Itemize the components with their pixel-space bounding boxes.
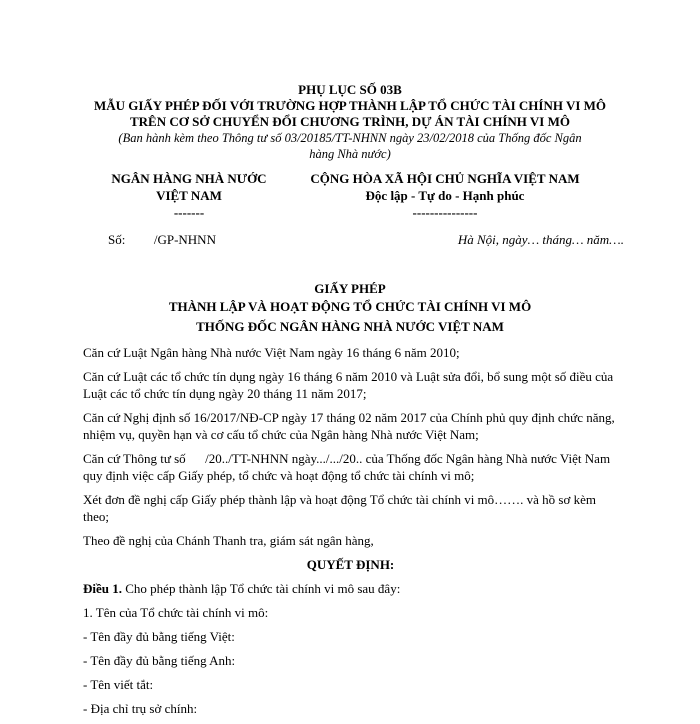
issuer-line1: NGÂN HÀNG NHÀ NƯỚC xyxy=(111,171,267,186)
document-number xyxy=(108,232,216,248)
decision-heading: QUYẾT ĐỊNH: xyxy=(306,557,395,572)
legal-basis-6: Theo đề nghị của Chánh Thanh tra, giám sát ngân hàng, xyxy=(83,533,374,548)
item-1a: - Tên đầy đủ bằng tiếng Việt: xyxy=(83,629,235,644)
article-1-text: Cho phép thành lập Tổ chức tài chính vi mô sau đây: xyxy=(122,581,401,596)
nation-line: CỘNG HÒA XÃ HỘI CHỦ NGHĨA VIỆT NAM xyxy=(310,171,580,186)
document-body xyxy=(83,344,618,724)
nation-block xyxy=(300,170,590,221)
authority-title: THỐNG ĐỐC NGÂN HÀNG NHÀ NƯỚC VIỆT NAM xyxy=(196,319,504,334)
legal-basis-5: Xét đơn đề nghị cấp Giấy phép thành lập và hoạt động Tổ chức tài chính vi mô……. và hồ sơ kèm theo; xyxy=(83,492,596,524)
appendix-heading xyxy=(0,82,700,162)
so-value: /GP-NHNN xyxy=(153,232,216,247)
document-subject: THÀNH LẬP VÀ HOẠT ĐỘNG TỔ CHỨC TÀI CHÍNH VI MÔ xyxy=(168,299,532,314)
legal-basis-4: Căn cứ Thông tư số /20../TT-NHNN ngày.../.../20.. của Thống đốc Ngân hàng Nhà nước Việt Nam quy định việc cấp Giấy phép, tổ chức và hoạt động tổ chức tài chính vi mô; xyxy=(83,451,614,483)
item-1: 1. Tên của Tổ chức tài chính vi mô: xyxy=(83,605,269,620)
appendix-title-line2: TRÊN CƠ SỞ CHUYỂN ĐỔI CHƯƠNG TRÌNH, DỰ ÁN TÀI CHÍNH VI MÔ xyxy=(130,114,570,129)
item-1d: - Địa chỉ trụ sở chính: xyxy=(83,701,198,716)
motto: Độc lập - Tự do - Hạnh phúc xyxy=(365,188,525,203)
legal-basis-1: Căn cứ Luật Ngân hàng Nhà nước Việt Nam ngày 16 tháng 6 năm 2010; xyxy=(83,345,460,360)
issuer-rule: ------- xyxy=(173,205,205,220)
article-1-label: Điều 1. xyxy=(83,581,122,596)
document-type: GIẤY PHÉP xyxy=(314,281,386,296)
legal-basis-2: Căn cứ Luật các tổ chức tín dụng ngày 16 tháng 6 năm 2010 và Luật sửa đổi, bổ sung một số điều của Luật các tổ chức tín dụng ngày 20 tháng 11 năm 2017; xyxy=(83,369,614,401)
place-date: Hà Nội, ngày… tháng… năm…. xyxy=(457,232,624,247)
issuer-block xyxy=(96,170,282,221)
appendix-issued-line2: hàng Nhà nước) xyxy=(309,147,391,161)
article-1 xyxy=(83,580,618,597)
so-label: Số: xyxy=(108,232,126,247)
issuer-line2: VIỆT NAM xyxy=(156,188,222,203)
appendix-number: PHỤ LỤC SỐ 03B xyxy=(298,82,402,97)
document-title xyxy=(0,280,700,316)
item-1b: - Tên đầy đủ bằng tiếng Anh: xyxy=(83,653,236,668)
item-1c: - Tên viết tắt: xyxy=(83,677,154,692)
motto-rule: --------------- xyxy=(412,205,478,220)
appendix-issued-line1: (Ban hành kèm theo Thông tư số 03/20185/TT-NHNN ngày 23/02/2018 của Thống đốc Ngân xyxy=(118,131,582,145)
legal-basis-3: Căn cứ Nghị định số 16/2017/NĐ-CP ngày 17 tháng 02 năm 2017 của Chính phủ quy định chức năng, nhiệm vụ, quyền hạn và cơ cấu tổ chức của Ngân hàng Nhà nước Việt Nam; xyxy=(83,410,615,442)
appendix-title-line1: MẪU GIẤY PHÉP ĐỐI VỚI TRƯỜNG HỢP THÀNH LẬP TỔ CHỨC TÀI CHÍNH VI MÔ xyxy=(93,98,607,113)
